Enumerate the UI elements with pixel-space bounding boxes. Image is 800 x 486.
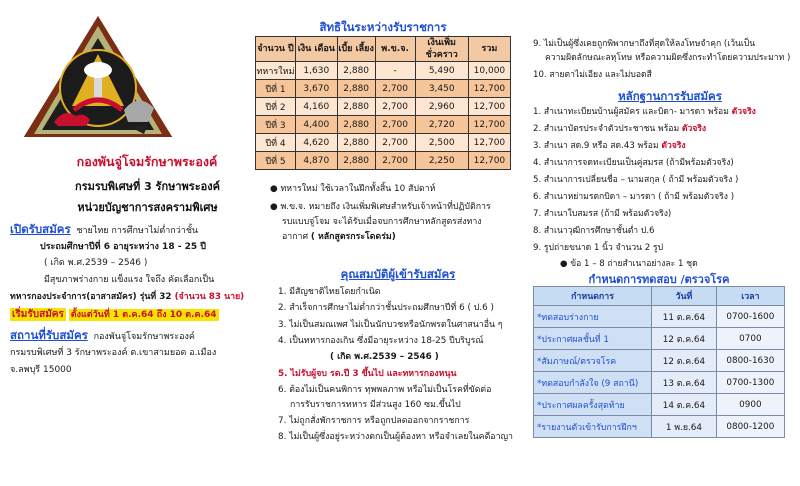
header-date: วันที่: [652, 287, 717, 306]
schedule-title: กำหนดการทดสอบ /ตรวจโรค: [588, 273, 730, 286]
cell-time: 0700-1300: [716, 372, 784, 394]
header-total: รวม: [468, 37, 510, 62]
apply-label: เริ่มรับสมัคร: [12, 309, 64, 320]
cell-year: ปีที่ 5: [256, 152, 296, 170]
cell-date: 12 ต.ค.64: [652, 350, 717, 372]
header-time: เวลา: [716, 287, 784, 306]
cell-date: 1 พ.ย.64: [652, 416, 717, 438]
qualifications-title: คุณสมบัติผู้เข้ารับสมัคร: [340, 267, 456, 281]
header-temp-extra: เงินเพิ่ม ชั่วคราว: [415, 37, 468, 62]
qual-item-7: 7. ไม่ถูกสั่งพักราชการ หรือถูกปลดออกจากราชการ: [278, 416, 470, 426]
bullet-icon: ●: [270, 202, 278, 212]
open-label: เปิดรับสมัคร: [10, 222, 71, 236]
document-item: 7. สำเนาใบสมรส (ถ้ามี พร้อมตัวจริง): [533, 209, 672, 219]
table-row: [256, 80, 511, 98]
cell-time: 0800-1200: [716, 416, 784, 438]
cell-total: 10,000: [468, 62, 510, 80]
bullet-icon: ●: [560, 259, 568, 269]
cell-temp: 2,960: [415, 98, 468, 116]
place-text: กองพันจู่โจมรักษาพระองค์: [93, 332, 195, 342]
cell-total: 12,700: [468, 98, 510, 116]
benefits-header-row: [256, 37, 511, 62]
cell-time: 0800-1630: [716, 350, 784, 372]
benefits-table: [255, 36, 511, 170]
benefit-note-1: [270, 182, 435, 196]
cell-year: ปีที่ 3: [256, 116, 296, 134]
table-row: [256, 98, 511, 116]
cell-time: 0700-1600: [716, 306, 784, 328]
apply-dates: ตั้งแต่วันที่ 1 ต.ค.64 ถึง 10 ต.ค.64: [70, 310, 217, 320]
table-row: [534, 394, 785, 416]
division-name: กรมรบพิเศษที่ 3 รักษาพระองค์: [75, 180, 220, 193]
cell-year: ปีที่ 1: [256, 80, 296, 98]
qual-item-6b: การรับราชการทหาร มีส่วนสูง 160 ซม.ขึ้นไป: [290, 400, 461, 410]
intake-line: [10, 290, 260, 304]
cell-time: 0900: [716, 394, 784, 416]
document-item: 5. สำเนาการเปลี่ยนชื่อ – นามสกุล ( ถ้ามี พร้อมตัวจริง ): [533, 175, 739, 185]
qual-item: 3. ไม่เป็นสมณเพศ ไม่เป็นนักบวชหรือนักพรตในศาสนาอื่น ๆ: [278, 320, 503, 330]
cell-temp: 2,720: [415, 116, 468, 134]
cell-activity: *สัมภาษณ์/ตรวจโรค: [534, 350, 652, 372]
unit-name: กองพันจู่โจมรักษาพระองค์: [76, 154, 218, 169]
cell-allowance: 2,880: [337, 98, 375, 116]
cell-pkj: 2,700: [375, 98, 415, 116]
note-text: พ.ข.จ. หมายถึง เงินเพิ่มพิเศษสำหรับเจ้าหน้าที่ปฏิบัติการ: [280, 202, 491, 212]
document-item: 2. สำเนาบัตรประจำตัวประชาชน พร้อม ตัวจริง: [533, 124, 707, 134]
cell-total: 12,700: [468, 152, 510, 170]
document-item: 9. รูปถ่ายขนาด 1 นิ้ว จำนวน 2 รูป: [533, 243, 664, 253]
cell-pkj: -: [375, 62, 415, 80]
open-recruitment-line: [10, 222, 260, 238]
place-label: สถานที่รับสมัคร: [10, 328, 88, 342]
table-row: [534, 416, 785, 438]
open-text: ชายไทย การศึกษาไม่ต่ำกว่าชั้น: [76, 226, 199, 236]
cell-temp: 5,490: [415, 62, 468, 80]
health-line: มีสุขภาพร่างกาย แข็งแรง ใจถึง คัดเลือกเป็น: [44, 275, 215, 285]
unit-emblem-logo: [14, 10, 244, 150]
qual-item: 4. เป็นทหารกองเกิน ซึ่งมีอายุระหว่าง 18-25 ปีบริบูรณ์: [278, 336, 484, 346]
schedule-table: [533, 286, 785, 438]
note-bold: ( หลักสูตรกระโดดร่ม): [310, 232, 396, 242]
cell-salary: 4,400: [295, 116, 337, 134]
benefits-title: สิทธิในระหว่างรับราชการ: [319, 20, 447, 34]
qual-item-9b: ความผิดลักษณะลหุโทษ หรือความผิดซึ่งกระทำโดยความประมาท ): [545, 53, 791, 63]
place-postcode-line: จ.ลพบุรี 15000: [10, 365, 72, 375]
cell-date: 13 ต.ค.64: [652, 372, 717, 394]
document-item: 3. สำเนา สด.9 หรือ สด.43 พร้อม ตัวจริง: [533, 141, 686, 151]
document-item: 6. สำเนาหย่ามรดกบิดา – มารดา ( ถ้ามี พร้อมตัวจริง ): [533, 192, 735, 202]
cell-salary: 3,670: [295, 80, 337, 98]
note-text: อากาศ: [282, 232, 309, 242]
cell-year: ปีที่ 4: [256, 134, 296, 152]
cell-pkj: 2,700: [375, 152, 415, 170]
cell-date: 11 ต.ค.64: [652, 306, 717, 328]
cell-pkj: 2,700: [375, 116, 415, 134]
qual-item-9: 9. ไม่เป็นผู้ซึ่งเคยถูกพิพากษาถึงที่สุดให้ลงโทษจำคุก (เว้นเป็น: [533, 39, 756, 49]
cell-pkj: 2,700: [375, 80, 415, 98]
cell-allowance: 2,880: [337, 134, 375, 152]
cell-date: 14 ต.ค.64: [652, 394, 717, 416]
table-row: [534, 306, 785, 328]
cell-temp: 3,450: [415, 80, 468, 98]
document-item: 4. สำเนาการจดทะเบียนเป็นคู่สมรส (ถ้ามีพร้อมตัวจริง): [533, 158, 734, 168]
cell-activity: *ทดสอบกำลังใจ (9 สถานี): [534, 372, 652, 394]
intake-text: ทหารกองประจำการ(อาสาสมัคร) รุ่นที่ 32: [10, 292, 172, 302]
table-row: [534, 328, 785, 350]
cell-year: ปีที่ 2: [256, 98, 296, 116]
table-row: [256, 152, 511, 170]
benefit-note-2: [270, 200, 491, 214]
table-row: [256, 62, 511, 80]
cell-activity: *ประกาศผลครั้งสุดท้าย: [534, 394, 652, 416]
cell-total: 12,700: [468, 80, 510, 98]
qual-item: 1. มีสัญชาติไทยโดยกำเนิด: [278, 287, 381, 297]
table-row: [534, 350, 785, 372]
qual-item: 2. สำเร็จการศึกษาไม่ต่ำกว่าชั้นประถมศึกษาปีที่ 6 ( ป.6 ): [278, 303, 494, 313]
document-item: 8. สำเนาวุฒิการศึกษาชั้นต่ำ ป.6: [533, 226, 655, 236]
apply-dates-line: [10, 308, 260, 322]
cell-year: ทหารใหม่: [256, 62, 296, 80]
cell-salary: 4,160: [295, 98, 337, 116]
header-activity: กำหนดการ: [534, 287, 652, 306]
table-row: [256, 134, 511, 152]
note-text: ทหารใหม่ ใช้เวลาในฝึกทั้งสิ้น 10 สัปดาห์: [280, 184, 436, 194]
document-item: 1. สำเนาทะเบียนบ้านผู้สมัคร และบิดา- มารดา พร้อม ตัวจริง: [533, 107, 756, 117]
intake-count: (จำนวน 83 นาย): [174, 292, 245, 302]
header-salary: เงิน เดือน: [295, 37, 337, 62]
cell-time: 0700: [716, 328, 784, 350]
qual-item-5: 5. ไม่รับผู้จบ รด.ปี 3 ขึ้นไป และทหารกองหนุน: [278, 369, 457, 379]
table-row: [534, 372, 785, 394]
qual-birth-range: ( เกิด พ.ศ.2539 – 2546 ): [330, 352, 439, 362]
cell-activity: *ทดสอบร่างกาย: [534, 306, 652, 328]
bullet-icon: ●: [270, 184, 278, 194]
place-line: [10, 328, 260, 344]
header-pkj: พ.ข.จ.: [375, 37, 415, 62]
cell-salary: 4,620: [295, 134, 337, 152]
cell-date: 12 ต.ค.64: [652, 328, 717, 350]
cell-allowance: 2,880: [337, 152, 375, 170]
cell-allowance: 2,880: [337, 80, 375, 98]
agency-name: หน่วยบัญชาการสงครามพิเศษ: [77, 201, 218, 214]
cell-salary: 1,630: [295, 62, 337, 80]
cell-temp: 2,250: [415, 152, 468, 170]
cell-total: 12,700: [468, 134, 510, 152]
cell-temp: 2,500: [415, 134, 468, 152]
cell-pkj: 2,700: [375, 134, 415, 152]
copy-note-text: ข้อ 1 – 8 ถ่ายสำเนาอย่างละ 1 ชุด: [570, 259, 698, 269]
table-row: [256, 116, 511, 134]
documents-title: หลักฐานการรับสมัคร: [618, 89, 722, 103]
qual-item-10: 10. สายตาไม่เอียง และไม่บอดสี: [533, 70, 652, 80]
cell-activity: *ประกาศผลชั้นที่ 1: [534, 328, 652, 350]
cell-activity: *รายงานตัวเข้ารับการฝึกฯ: [534, 416, 652, 438]
education-age-line: ประถมศึกษาปีที่ 6 อายุระหว่าง 18 - 25 ปี: [40, 242, 206, 252]
cell-salary: 4,870: [295, 152, 337, 170]
cell-allowance: 2,880: [337, 62, 375, 80]
place-address-line: กรมรบพิเศษที่ 3 รักษาพระองค์ ต.เขาสามยอด อ.เมือง: [10, 348, 217, 358]
cell-total: 12,700: [468, 116, 510, 134]
birth-year-line: ( เกิด พ.ศ.2539 – 2546 ): [44, 258, 148, 268]
header-years: จำนวน ปี: [256, 37, 296, 62]
header-allowance: เบี้ย เลี้ยง: [337, 37, 375, 62]
qual-item-8: 8. ไม่เป็นผู้ซึ่งอยู่ระหว่างตกเป็นผู้ต้องหา หรือจำเลยในคดีอาญา: [278, 432, 513, 442]
cell-allowance: 2,880: [337, 116, 375, 134]
schedule-header-row: [534, 287, 785, 306]
benefit-note-2b: รบแบบจู่โจม จะได้รับเมื่อจบการศึกษาหลักสูตรส่งทาง: [282, 217, 482, 227]
benefit-note-2c: [282, 230, 396, 244]
qual-item-6: 6. ต้องไม่เป็นคนพิการ ทุพพลภาพ หรือไม่เป็นโรคที่ขัดต่อ: [278, 385, 492, 395]
